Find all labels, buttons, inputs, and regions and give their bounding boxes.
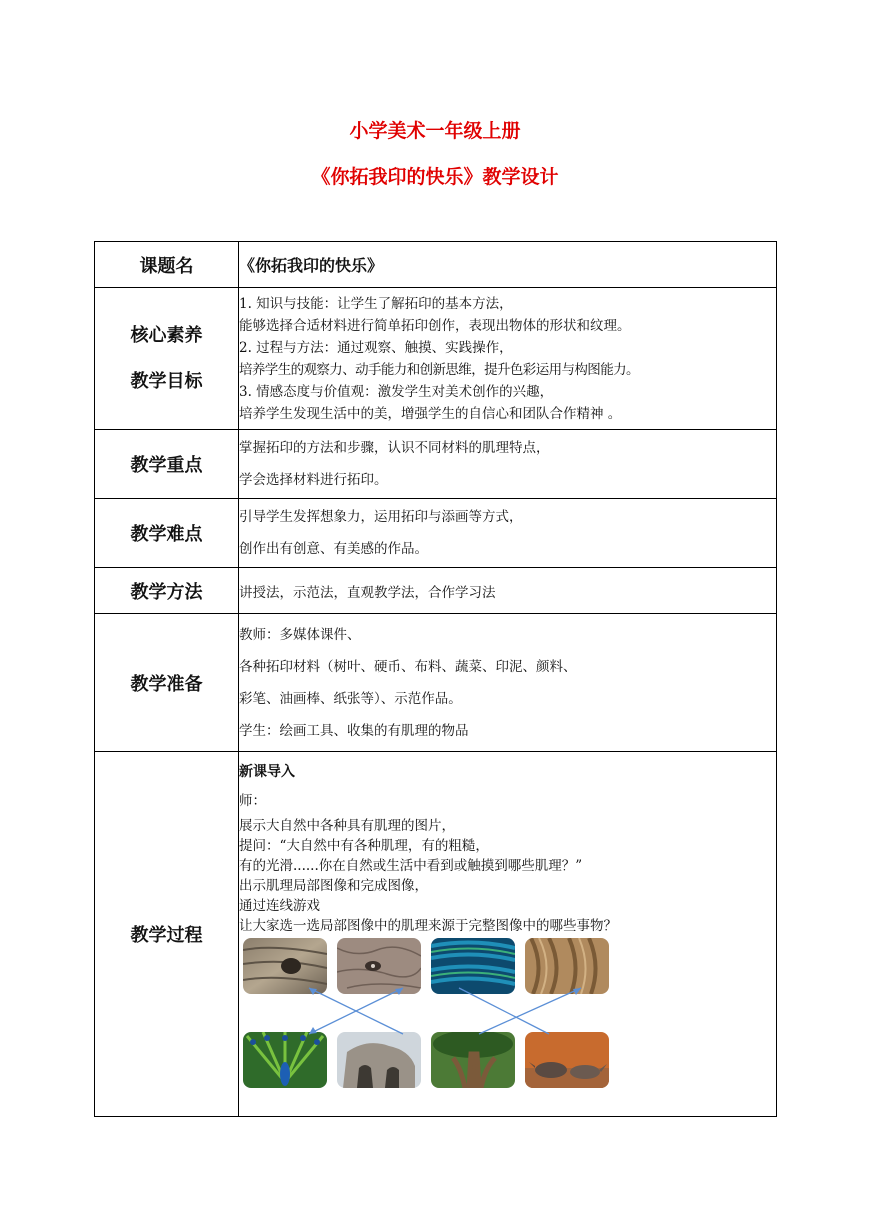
goals-content [239, 288, 777, 430]
process-content [239, 752, 777, 1117]
label-goals [95, 288, 239, 430]
difficulty-line: 创作出有创意、有美感的作品。 [239, 541, 428, 557]
row-process [95, 752, 777, 1117]
label-topic: 课题名 [95, 242, 239, 288]
row-methods [95, 568, 777, 614]
process-line: 通过连线游戏 [239, 898, 320, 914]
label-teaching-goals: 教学目标 [130, 370, 203, 392]
goal-line: 3. 情感态度与价值观：激发学生对美术创作的兴趣， [239, 383, 554, 400]
preparation-line: 彩笔、油画棒、纸张等）、示范作品。 [239, 690, 462, 707]
process-line: 师： [239, 793, 266, 809]
row-difficulties [95, 499, 777, 568]
topic-text: 《你拓我印的快乐》 [239, 256, 384, 275]
key-point-line: 掌握拓印的方法和步骤，认识不同材料的肌理特点， [239, 440, 550, 456]
process-line: 展示大自然中各种具有肌理的图片， [239, 818, 455, 834]
key-points-content [239, 430, 777, 499]
process-heading: 新课导入 [239, 764, 295, 780]
process-line: 有的光滑......你在自然或生活中看到或触摸到哪些肌理？” [239, 858, 583, 874]
document-subtitle: 《你拓我印的快乐》教学设计 [311, 166, 559, 188]
row-preparation [95, 614, 777, 752]
process-line: 让大家选一选局部图像中的肌理来源于完整图像中的哪些事物？ [239, 918, 617, 934]
difficulties-content [239, 499, 777, 568]
difficulty-line: 引导学生发挥想象力，运用拓印与添画等方式， [239, 509, 523, 525]
label-core-literacy: 核心素养 [130, 324, 203, 346]
methods-text: 讲授法，示范法，直观教学法，合作学习法 [239, 584, 496, 601]
preparation-line: 教师：多媒体课件、 [239, 626, 361, 643]
process-line: 提问：“大自然中有各种肌理，有的粗糙， [239, 838, 489, 854]
matching-game-image [239, 938, 611, 1090]
methods-content [239, 568, 777, 614]
goal-line: 1. 知识与技能：让学生了解拓印的基本方法， [239, 295, 513, 312]
document-title: 小学美术一年级上册 [349, 120, 521, 142]
row-key-points [95, 430, 777, 499]
key-point-line: 学会选择材料进行拓印。 [239, 472, 388, 488]
preparation-line: 各种拓印材料（树叶、硬币、布料、蔬菜、印泥、颜料、 [239, 658, 577, 675]
row-topic [95, 242, 777, 288]
lesson-plan-table [94, 241, 777, 1117]
label-key-points: 教学重点 [95, 430, 239, 499]
goal-line: 能够选择合适材料进行简单拓印创作，表现出物体的形状和纹理。 [239, 317, 631, 334]
goal-line: 培养学生的观察力、动手能力和创新思维，提升色彩运用与构图能力。 [239, 361, 639, 378]
preparation-content [239, 614, 777, 752]
label-methods: 教学方法 [95, 568, 239, 614]
process-line: 出示肌理局部图像和完成图像， [239, 878, 428, 894]
topic-value [239, 242, 777, 288]
row-goals [95, 288, 777, 430]
goal-line: 2. 过程与方法：通过观察、触摸、实践操作， [239, 339, 513, 356]
preparation-line: 学生：绘画工具、收集的有肌理的物品 [239, 722, 469, 739]
goal-line: 培养学生发现生活中的美，增强学生的自信心和团队合作精神 。 [239, 405, 622, 422]
label-difficulties: 教学难点 [95, 499, 239, 568]
label-process: 教学过程 [95, 752, 239, 1117]
matching-lines [239, 938, 611, 1090]
label-preparation: 教学准备 [95, 614, 239, 752]
